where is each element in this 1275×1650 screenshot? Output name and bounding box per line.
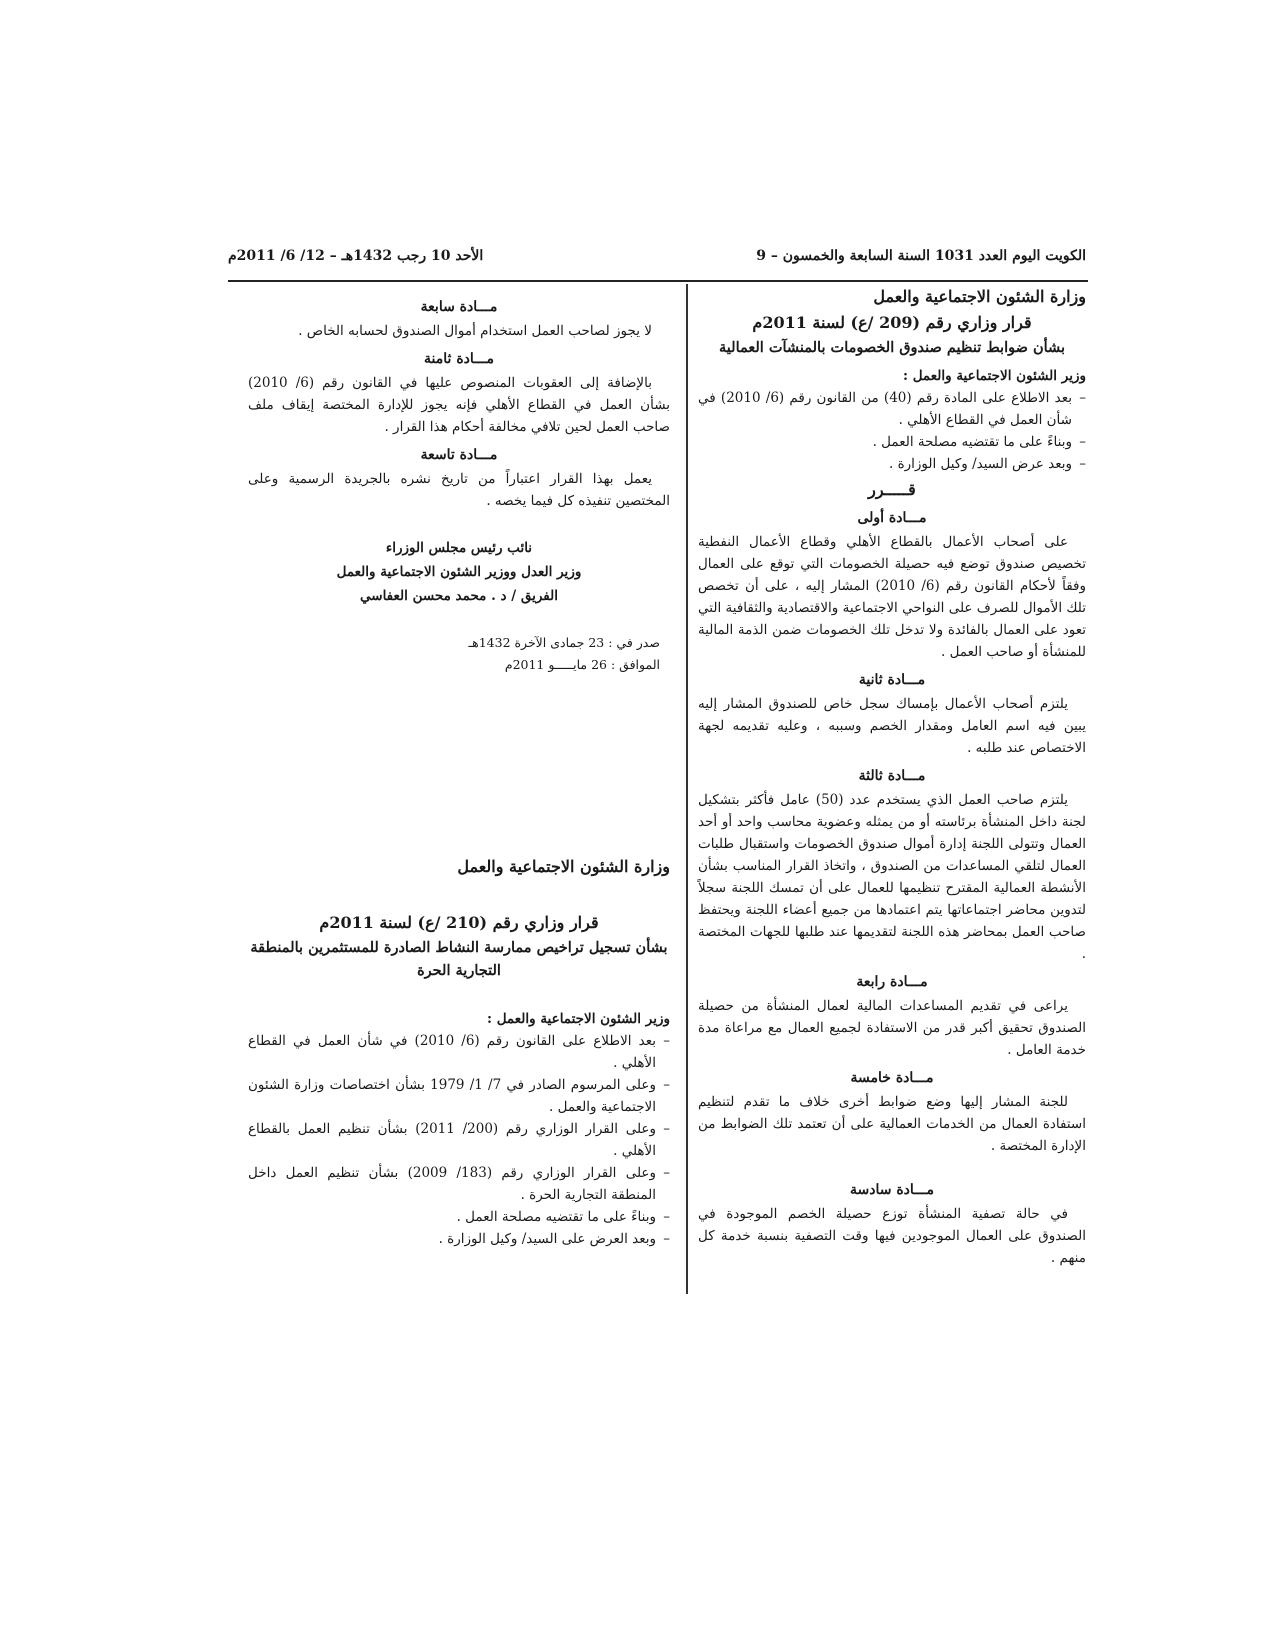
issued-hijri-date: صدر في : 23 جمادى الآخرة 1432هـ bbox=[468, 635, 660, 650]
article-heading: مـــادة ثالثة bbox=[858, 768, 926, 784]
decision-209-column bbox=[698, 286, 1086, 1269]
article-heading: مـــادة خامسة bbox=[850, 1070, 934, 1086]
issue-info: الكويت اليوم العدد 1031 السنة السابعة والخمسون – 9 bbox=[756, 248, 1086, 264]
article-text: يعمل بهذا القرار اعتباراً من تاريخ نشره بالجريدة الرسمية وعلى المختصين تنفيذه كل فيما يخصه . bbox=[248, 471, 670, 509]
decided-heading: قـــــرر bbox=[868, 480, 916, 499]
preamble-item: – وعلى القرار الوزاري رقم (183/ 2009) بشأن تنظيم العمل داخل المنطقة التجارية الحرة . bbox=[248, 1162, 670, 1206]
preamble-item: – وبناءً على ما تقتضيه مصلحة العمل . bbox=[698, 431, 1086, 453]
article-text: في حالة تصفية المنشأة توزع حصيلة الخصم الموجودة في الصندوق على العمال الموجودين فيها وقت التصفية بنسبة خدمة كل منهم . bbox=[698, 1206, 1086, 1266]
issued-gregorian-date: الموافق : 26 مايـــــو 2011م bbox=[504, 657, 660, 672]
article-heading: مـــادة ثانية bbox=[858, 672, 926, 688]
signature-block bbox=[248, 536, 670, 608]
article-heading: مـــادة ثامنة bbox=[424, 351, 494, 367]
signature-name: الفريق / د . محمد محسن العفاسي bbox=[360, 588, 558, 604]
article-text: بالإضافة إلى العقوبات المنصوص عليها في القانون رقم (6/ 2010) بشأن العمل في القطاع الأهلي فإنه يجوز للإدارة المختصة إيقاف ملف صاحب العمل لحين تلافي مخالفة أحكام هذا القرار . bbox=[248, 375, 670, 435]
ministry-heading: وزارة الشئون الاجتماعية والعمل bbox=[873, 287, 1086, 306]
preamble-item: – وبناءً على ما تقتضيه مصلحة العمل . bbox=[248, 1206, 670, 1228]
decision-title: قرار وزاري رقم (209 /ع) لسنة 2011م bbox=[752, 313, 1032, 332]
article-heading: مـــادة سادسة bbox=[850, 1182, 934, 1198]
article-heading: مـــادة رابعة bbox=[856, 974, 928, 990]
preamble-item: – بعد الاطلاع على المادة رقم (40) من القانون رقم (6/ 2010) في شأن العمل في القطاع الأهلي . bbox=[698, 387, 1086, 431]
article-text: يلتزم أصحاب الأعمال بإمساك سجل خاص للصندوق المشار إليه يبين فيه اسم العامل ومقدار الخصم وسببه ، وعليه تقديمه لجهة الاختصاص عند طلبه . bbox=[698, 696, 1086, 756]
issue-date: الأحد 10 رجب 1432هـ – 12/ 6/ 2011م bbox=[228, 248, 484, 264]
signature-post: وزير العدل ووزير الشئون الاجتماعية والعمل bbox=[336, 564, 582, 580]
decision-subject: بشأن تسجيل تراخيص ممارسة النشاط الصادرة للمستثمرين بالمنطقة التجارية الحرة bbox=[250, 939, 668, 979]
article-text: يراعى في تقديم المساعدات المالية لعمال المنشأة من حصيلة الصندوق تحقيق أكبر قدر من الاستفادة لجميع العمال مع مراعاة مدة خدمة العامل . bbox=[698, 998, 1086, 1058]
decision-subject: بشأن ضوابط تنظيم صندوق الخصومات بالمنشآت العمالية bbox=[719, 339, 1065, 356]
article-text: يلتزم صاحب العمل الذي يستخدم عدد (50) عامل فأكثر بتشكيل لجنة داخل المنشأة برئاسته أو من يمثله وعضوية محاسب واحد أو أحد العمال وتتولى اللجنة إدارة أموال صندوق الخصومات واستقبال طلبات العمال لتلقي المساعدات من الصندوق ، واتخاذ القرار المناسب بشأن الأنشطة العمالية المقترح تنظيمها للعمال على أن تمسك اللجنة سجلاً لتدوين محاضر اجتماعاتها يتم اعتمادها من جميع أعضاء اللجنة ويحتفظ صاحب العمل بمحاضر هذه اللجنة لتقديمها عند طلبها للجهات المختصة . bbox=[698, 792, 1086, 962]
article-heading: مـــادة أولى bbox=[857, 510, 927, 526]
ministry-heading: وزارة الشئون الاجتماعية والعمل bbox=[457, 857, 670, 876]
article-heading: مـــادة سابعة bbox=[420, 299, 498, 315]
column-divider bbox=[686, 284, 688, 1294]
preamble-list bbox=[248, 1030, 670, 1250]
minister-line: وزير الشئون الاجتماعية والعمل : bbox=[903, 368, 1086, 384]
issue-dates bbox=[248, 632, 670, 676]
article-text: للجنة المشار إليها وضع ضوابط أخرى خلاف ما تقدم لتنظيم استفادة العمال من الخدمات العمالية على أن تعتمد تلك الضوابط من الإدارة المختصة . bbox=[698, 1094, 1086, 1154]
article-text: لا يجوز لصاحب العمل استخدام أموال الصندوق لحسابه الخاص . bbox=[298, 323, 652, 339]
decision-209-continuation bbox=[248, 296, 670, 676]
page-header bbox=[228, 248, 1086, 272]
preamble-list bbox=[698, 387, 1086, 475]
preamble-item: – وعلى القرار الوزاري رقم (200/ 2011) بشأن تنظيم العمل بالقطاع الأهلي . bbox=[248, 1118, 670, 1162]
preamble-item: – وبعد العرض على السيد/ وكيل الوزارة . bbox=[248, 1228, 670, 1250]
article-text: على أصحاب الأعمال بالقطاع الأهلي وقطاع الأعمال النفطية تخصيص صندوق توضع فيه حصيلة الخصومات التي توقع على العمال وفقاً لأحكام القانون رقم (6/ 2010) المشار إليه ، على أن تخصص تلك الأموال للصرف على النواحي الاجتماعية والاقتصادية والثقافية التي تعود على العمال بالفائدة ولا تدخل تلك الخصومات ضمن الذمة المالية للمنشأة أو صاحب العمل . bbox=[698, 534, 1086, 660]
decision-title: قرار وزاري رقم (210 /ع) لسنة 2011م bbox=[319, 913, 599, 932]
header-rule bbox=[228, 280, 1088, 282]
preamble-item: – وعلى المرسوم الصادر في 7/ 1/ 1979 بشأن اختصاصات وزارة الشئون الاجتماعية والعمل . bbox=[248, 1074, 670, 1118]
preamble-item: – وبعد عرض السيد/ وكيل الوزارة . bbox=[698, 453, 1086, 475]
minister-line: وزير الشئون الاجتماعية والعمل : bbox=[487, 1011, 670, 1027]
decision-210-column bbox=[248, 856, 670, 1250]
signature-title: نائب رئيس مجلس الوزراء bbox=[385, 540, 533, 556]
preamble-item: – بعد الاطلاع على القانون رقم (6/ 2010) في شأن العمل في القطاع الأهلي . bbox=[248, 1030, 670, 1074]
article-heading: مـــادة تاسعة bbox=[420, 447, 498, 463]
